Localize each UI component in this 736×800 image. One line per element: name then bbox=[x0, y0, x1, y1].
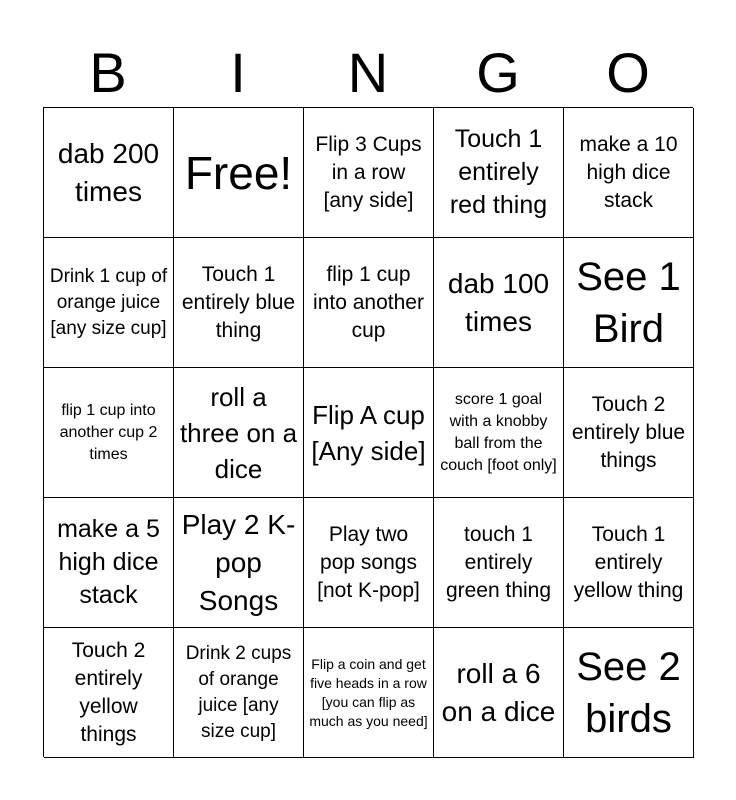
cell-text: See 2 birds bbox=[576, 644, 681, 741]
cell-text: roll a three on a dice bbox=[179, 381, 298, 484]
header-letter-g: G bbox=[476, 41, 520, 104]
bingo-cell[interactable] bbox=[434, 628, 564, 758]
bingo-cell[interactable] bbox=[174, 368, 304, 498]
bingo-cell[interactable] bbox=[434, 108, 564, 238]
cell-text: Touch 2 entirely blue things bbox=[571, 392, 686, 472]
cell-text: roll a 6 on a dice bbox=[441, 657, 556, 727]
cell-text: touch 1 entirely green thing bbox=[445, 522, 552, 602]
cell-text: Play 2 K-pop Songs bbox=[181, 508, 296, 616]
header-letter-b: B bbox=[89, 41, 127, 104]
bingo-cell[interactable] bbox=[44, 238, 174, 368]
bingo-cell[interactable] bbox=[304, 238, 434, 368]
bingo-cell[interactable] bbox=[304, 628, 434, 758]
bingo-cell[interactable] bbox=[174, 498, 304, 628]
bingo-cell[interactable] bbox=[174, 238, 304, 368]
header-letter-o: O bbox=[606, 41, 650, 104]
cell-text: Play two pop songs [not K-pop] bbox=[317, 522, 420, 602]
bingo-header bbox=[43, 40, 693, 106]
bingo-cell[interactable] bbox=[564, 368, 694, 498]
header-letter-n: N bbox=[347, 41, 389, 104]
bingo-cell[interactable] bbox=[434, 368, 564, 498]
bingo-cell[interactable] bbox=[564, 238, 694, 368]
bingo-cell[interactable] bbox=[564, 108, 694, 238]
cell-text: See 1 Bird bbox=[576, 254, 681, 351]
cell-text: Touch 2 entirely yellow things bbox=[71, 638, 146, 746]
cell-text: Flip A cup [Any side] bbox=[311, 399, 426, 466]
cell-text: flip 1 cup into another cup bbox=[313, 262, 424, 342]
bingo-cell[interactable] bbox=[304, 368, 434, 498]
bingo-cell[interactable] bbox=[564, 498, 694, 628]
cell-text: make a 5 high dice stack bbox=[57, 515, 160, 609]
cell-text: Drink 2 cups of orange juice [any size cup] bbox=[185, 642, 292, 742]
bingo-card-grid bbox=[43, 107, 693, 757]
bingo-cell[interactable] bbox=[174, 628, 304, 758]
bingo-cell[interactable] bbox=[44, 498, 174, 628]
bingo-cell[interactable] bbox=[564, 628, 694, 758]
cell-text: Drink 1 cup of orange juice [any size cup] bbox=[49, 265, 168, 339]
bingo-cell[interactable] bbox=[44, 108, 174, 238]
bingo-cell[interactable] bbox=[434, 238, 564, 368]
bingo-cell[interactable] bbox=[434, 498, 564, 628]
bingo-cell[interactable] bbox=[44, 368, 174, 498]
cell-text: Touch 1 entirely red thing bbox=[449, 125, 548, 219]
header-letter-i: I bbox=[230, 41, 246, 104]
cell-text: dab 200 times bbox=[57, 137, 160, 207]
cell-text: Touch 1 entirely yellow thing bbox=[573, 522, 684, 602]
cell-text: Flip 3 Cups in a row [any side] bbox=[315, 132, 422, 212]
cell-text: Flip a coin and get five heads in a row [you can flip as much as you need] bbox=[309, 655, 428, 729]
cell-text: score 1 goal with a knobby ball from the couch [foot only] bbox=[440, 390, 557, 474]
bingo-cell-free[interactable] bbox=[174, 108, 304, 238]
bingo-cell[interactable] bbox=[304, 498, 434, 628]
cell-text: Touch 1 entirely blue thing bbox=[181, 262, 296, 342]
bingo-cell[interactable] bbox=[44, 628, 174, 758]
bingo-cell[interactable] bbox=[304, 108, 434, 238]
cell-text: dab 100 times bbox=[447, 267, 550, 337]
cell-text: Free! bbox=[184, 146, 293, 199]
cell-text: make a 10 high dice stack bbox=[579, 132, 678, 212]
cell-text: flip 1 cup into another cup 2 times bbox=[59, 401, 158, 463]
